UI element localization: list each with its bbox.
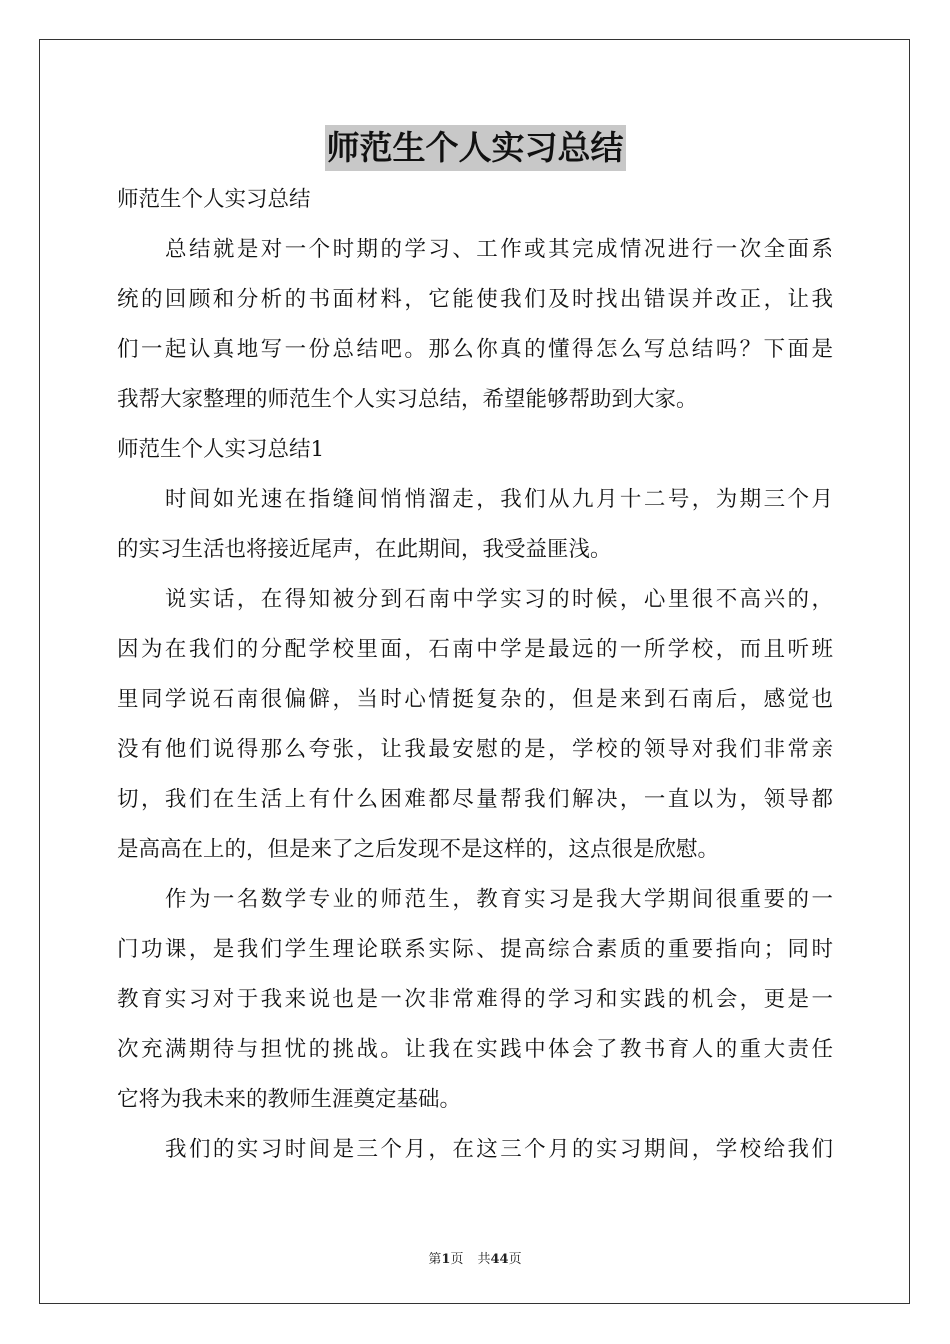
body-line: 我帮大家整理的师范生个人实习总结，希望能够帮助到大家。 bbox=[117, 387, 698, 412]
body-line: 的实习生活也将接近尾声，在此期间，我受益匪浅。 bbox=[117, 537, 612, 562]
body-line: 时间如光速在指缝间悄悄溜走，我们从九月十二号，为期三个月 bbox=[165, 487, 833, 512]
page-footer bbox=[0, 1248, 950, 1267]
footer-total-prefix: 共 bbox=[477, 1252, 491, 1267]
body-line: 次充满期待与担忧的挑战。让我在实践中体会了教书育人的重大责任 bbox=[117, 1037, 833, 1062]
body-line: 说实话，在得知被分到石南中学实习的时候，心里很不高兴的， bbox=[165, 587, 833, 612]
footer-page-number: 1 bbox=[441, 1252, 451, 1267]
body-line: 师范生个人实习总结 bbox=[117, 187, 311, 212]
body-line: 们一起认真地写一份总结吧。那么你真的懂得怎么写总结吗？下面是 bbox=[117, 337, 833, 362]
footer-total-pages: 44 bbox=[490, 1252, 509, 1267]
title-container bbox=[0, 125, 950, 171]
body-line: 门功课，是我们学生理论联系实际、提高综合素质的重要指向；同时 bbox=[117, 937, 833, 962]
footer-page-prefix: 第 bbox=[428, 1252, 442, 1267]
body-line: 因为在我们的分配学校里面，石南中学是最远的一所学校，而且听班 bbox=[117, 637, 833, 662]
body-line: 没有他们说得那么夸张，让我最安慰的是，学校的领导对我们非常亲 bbox=[117, 737, 833, 762]
document-body bbox=[117, 175, 833, 1175]
body-line: 切，我们在生活上有什么困难都尽量帮我们解决，一直以为，领导都 bbox=[117, 787, 833, 812]
body-line: 是高高在上的，但是来了之后发现不是这样的，这点很是欣慰。 bbox=[117, 837, 720, 862]
body-line: 我们的实习时间是三个月，在这三个月的实习期间，学校给我们 bbox=[165, 1137, 833, 1162]
body-line: 总结就是对一个时期的学习、工作或其完成情况进行一次全面系 bbox=[165, 237, 833, 262]
body-line: 师范生个人实习总结1 bbox=[117, 437, 325, 462]
document-title: 师范生个人实习总结 bbox=[325, 125, 626, 171]
body-line: 作为一名数学专业的师范生，教育实习是我大学期间很重要的一 bbox=[165, 887, 833, 912]
footer-page-suffix: 页 bbox=[450, 1252, 464, 1267]
footer-total-suffix: 页 bbox=[508, 1252, 522, 1267]
body-line: 教育实习对于我来说也是一次非常难得的学习和实践的机会，更是一 bbox=[117, 987, 833, 1012]
body-line: 统的回顾和分析的书面材料，它能使我们及时找出错误并改正，让我 bbox=[117, 287, 833, 312]
body-line: 它将为我未来的教师生涯奠定基础。 bbox=[117, 1087, 462, 1112]
body-line: 里同学说石南很偏僻，当时心情挺复杂的，但是来到石南后，感觉也 bbox=[117, 687, 833, 712]
